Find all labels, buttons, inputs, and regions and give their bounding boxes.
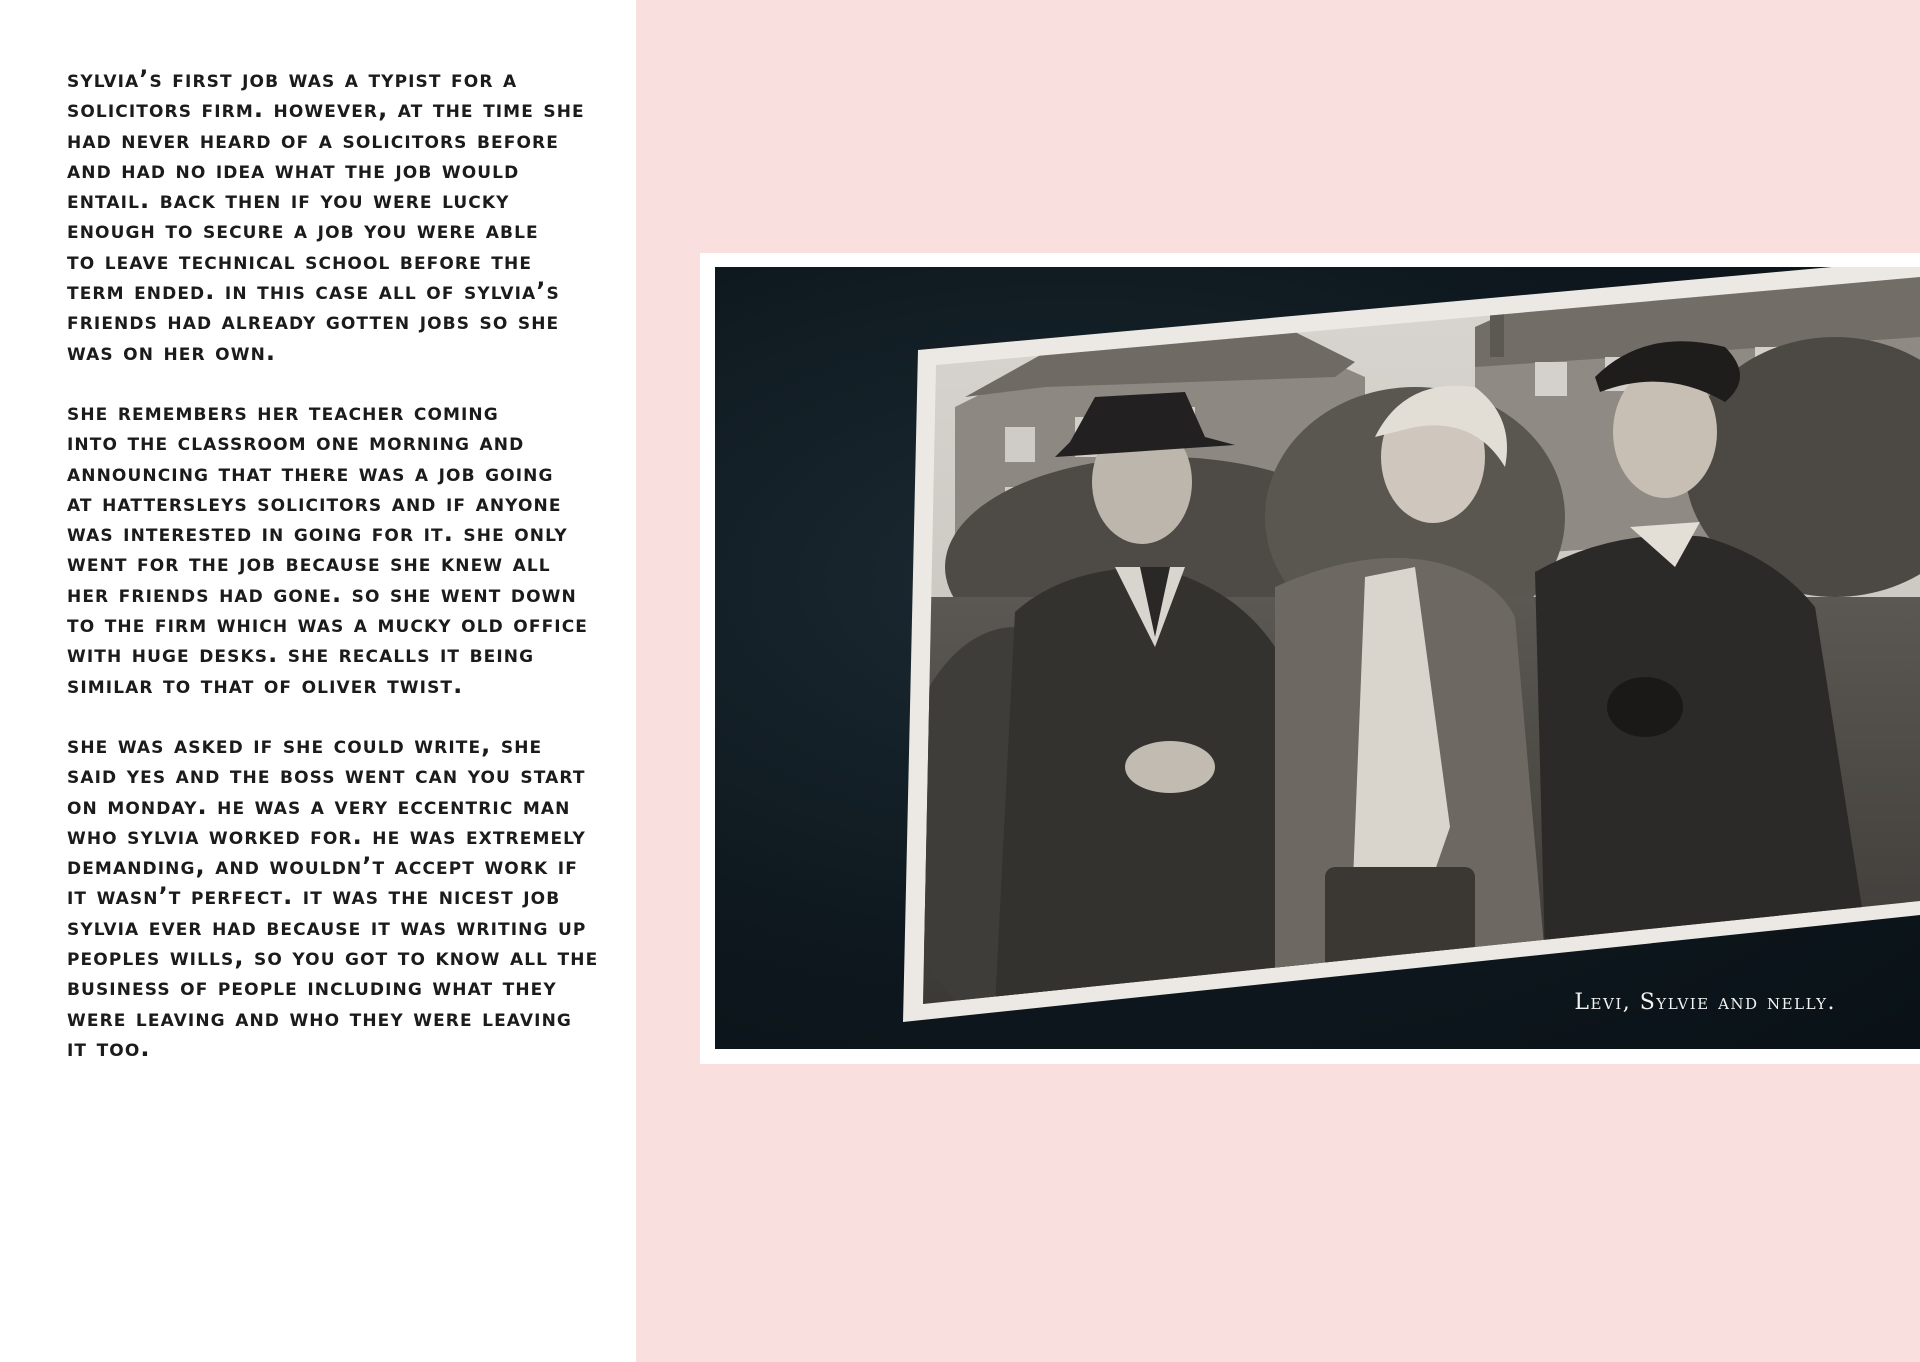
left-page (0, 0, 636, 1362)
story-paragraph-1: sylvia’s first job was a typist for a solicitors firm. however, at the time she had never heard of a solicitors before and had no idea what the job would entail. back then if you were lucky enough to secure a job you were able to leave technical school before the term ended. in this case all of sylvia’s friends had already gotten jobs so she was on her own. (67, 65, 585, 366)
story-text (67, 64, 615, 1093)
photo-caption: Levi, Sylvie and nelly. (1574, 990, 1836, 1015)
photograph-illustration (715, 267, 1920, 1049)
story-paragraph-3: she was asked if she could write, she said yes and the boss went can you start on monday. he was a very eccentric man who sylvia worked for. he was extremely demanding, and wouldn’t accept work if it wasn’t perfect. it was the nicest job sylvia ever had because it was writing up peoples wills, so you got to know all the business of people including what they were leaving and who they were leaving it too. (67, 730, 599, 1062)
vintage-photograph (715, 267, 1920, 1049)
story-paragraph-2: she remembers her teacher coming into the classroom one morning and announcing that there was a job going at hattersleys solicitors and if anyone was interested in going for it. she only went for the job because she knew all her friends had gone. so she went down to the firm which was a mucky old office with huge desks. she recalls it being similar to that of oliver twist. (67, 397, 588, 699)
print-image (895, 267, 1920, 1027)
